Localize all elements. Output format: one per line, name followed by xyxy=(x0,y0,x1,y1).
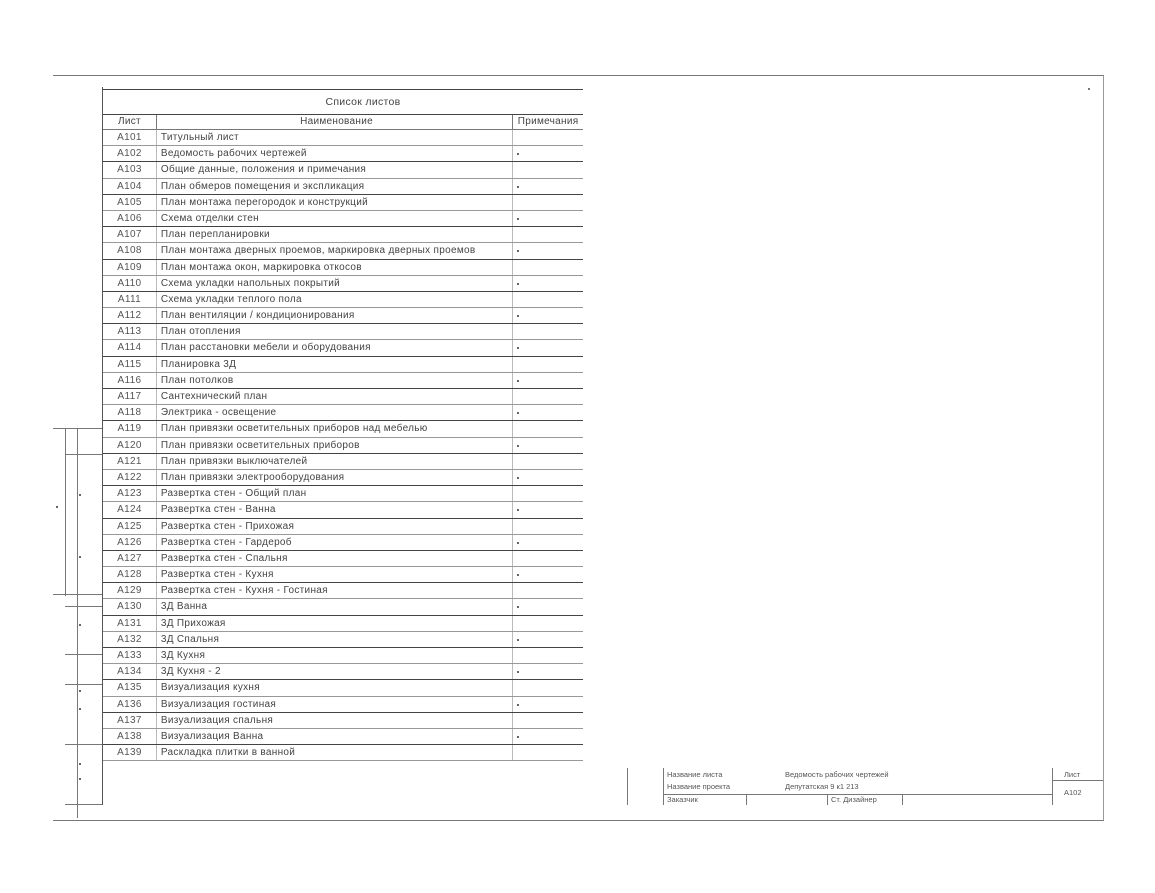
row-name: Визуализация гостиная xyxy=(156,697,512,712)
row-name: План монтажа окон, маркировка откосов xyxy=(156,260,512,275)
row-note xyxy=(512,438,583,453)
table-row xyxy=(103,211,583,227)
row-number: А118 xyxy=(117,407,142,419)
header-number: Лист xyxy=(117,116,141,127)
side-line xyxy=(65,454,102,455)
table-row xyxy=(103,421,583,437)
row-number: А128 xyxy=(117,569,142,581)
row-number: А109 xyxy=(117,261,142,273)
row-note xyxy=(512,162,583,177)
row-name: План монтажа дверных проемов, маркировка дверных проемов xyxy=(156,243,512,258)
sheet-number: А102 xyxy=(1064,788,1082,797)
header-name: Наименование xyxy=(156,115,512,129)
row-number: А108 xyxy=(117,245,142,257)
row-number: А101 xyxy=(117,132,142,143)
row-name: Электрика - освещение xyxy=(156,405,512,420)
corner-mark xyxy=(1088,88,1090,90)
table-row xyxy=(103,340,583,356)
row-note xyxy=(512,421,583,436)
row-note xyxy=(512,276,583,291)
table-row xyxy=(103,729,583,745)
side-dot xyxy=(79,556,81,558)
row-note xyxy=(512,130,583,145)
row-note xyxy=(512,713,583,728)
row-number: А127 xyxy=(117,552,142,564)
side-dot xyxy=(56,506,58,508)
row-note xyxy=(512,195,583,210)
row-note xyxy=(512,616,583,631)
sheet-list-title: Список листов xyxy=(325,96,401,108)
table-row xyxy=(103,583,583,599)
row-note xyxy=(512,454,583,469)
row-note xyxy=(512,179,583,194)
table-row xyxy=(103,227,583,243)
project-name-value: Депутатская 9 к1 213 xyxy=(785,782,859,791)
row-name: План привязки осветительных приборов над мебелью xyxy=(156,421,512,436)
row-name: 3Д Прихожая xyxy=(156,616,512,631)
row-number: А117 xyxy=(117,391,142,402)
row-note xyxy=(512,680,583,695)
row-name: План монтажа перегородок и конструкций xyxy=(156,195,512,210)
table-row xyxy=(103,292,583,308)
row-name: Схема укладки теплого пола xyxy=(156,292,512,307)
table-row xyxy=(103,616,583,632)
note-dot xyxy=(517,412,519,414)
row-number: А138 xyxy=(117,730,142,742)
table-row xyxy=(103,162,583,178)
table-row xyxy=(103,260,583,276)
row-name: Раскладка плитки в ванной xyxy=(156,745,512,760)
row-note xyxy=(512,599,583,614)
row-number: А111 xyxy=(117,293,141,305)
row-number: А137 xyxy=(117,714,142,726)
row-number: А115 xyxy=(117,358,142,370)
row-number: А135 xyxy=(117,682,142,694)
row-number: А114 xyxy=(117,342,142,354)
tb-divider xyxy=(627,768,628,805)
row-name: План привязки электрооборудования xyxy=(156,470,512,485)
row-name: План привязки осветительных приборов xyxy=(156,438,512,453)
side-line xyxy=(65,744,102,745)
row-number: А112 xyxy=(117,310,142,322)
row-number: А120 xyxy=(117,439,142,451)
table-row xyxy=(103,632,583,648)
side-line xyxy=(65,684,102,685)
row-number: А132 xyxy=(117,633,142,645)
row-name: План потолков xyxy=(156,373,512,388)
table-row xyxy=(103,357,583,373)
side-line xyxy=(65,804,102,805)
row-note xyxy=(512,697,583,712)
sheet-name-label: Название листа xyxy=(667,770,723,779)
row-note xyxy=(512,357,583,372)
table-row xyxy=(103,502,583,518)
table-row xyxy=(103,438,583,454)
row-name: План вентиляции / кондиционирования xyxy=(156,308,512,323)
row-name: 3Д Кухня - 2 xyxy=(156,664,512,679)
row-number: А126 xyxy=(117,536,142,548)
table-row xyxy=(103,486,583,502)
row-number: А105 xyxy=(117,196,142,208)
table-row xyxy=(103,713,583,729)
table-row xyxy=(103,567,583,583)
sheet-list-table xyxy=(103,89,583,761)
tb-divider xyxy=(1052,780,1103,781)
table-row xyxy=(103,697,583,713)
row-note xyxy=(512,632,583,647)
row-number: А102 xyxy=(117,148,142,160)
table-row xyxy=(103,146,583,162)
note-dot xyxy=(517,445,519,447)
row-note xyxy=(512,470,583,485)
note-dot xyxy=(517,509,519,511)
table-row xyxy=(103,535,583,551)
table-row xyxy=(103,648,583,664)
row-number: А139 xyxy=(117,747,142,759)
table-row xyxy=(103,405,583,421)
side-line xyxy=(53,594,102,595)
note-dot xyxy=(517,153,519,155)
table-row xyxy=(103,276,583,292)
row-name: Титульный лист xyxy=(156,130,512,145)
side-dot xyxy=(79,624,81,626)
note-dot xyxy=(517,250,519,252)
note-dot xyxy=(517,671,519,673)
row-number: А136 xyxy=(117,698,142,710)
row-note xyxy=(512,324,583,339)
customer-label: Заказчик xyxy=(667,795,698,804)
table-row xyxy=(103,680,583,696)
tb-divider xyxy=(663,768,664,805)
row-name: 3Д Ванна xyxy=(156,599,512,614)
row-name: Развертка стен - Спальня xyxy=(156,551,512,566)
note-dot xyxy=(517,315,519,317)
note-dot xyxy=(517,347,519,349)
tb-divider xyxy=(902,794,903,805)
row-note xyxy=(512,648,583,663)
row-name: Развертка стен - Кухня - Гостиная xyxy=(156,583,512,598)
row-note xyxy=(512,583,583,598)
sheet-list-rows xyxy=(103,130,583,761)
table-row xyxy=(103,470,583,486)
row-number: А133 xyxy=(117,650,142,661)
row-name: Развертка стен - Ванна xyxy=(156,502,512,517)
table-row xyxy=(103,551,583,567)
side-dot xyxy=(79,778,81,780)
row-note xyxy=(512,729,583,744)
table-row xyxy=(103,179,583,195)
row-note xyxy=(512,389,583,404)
row-number: А104 xyxy=(117,180,142,192)
row-note xyxy=(512,211,583,226)
row-name: Визуализация Ванна xyxy=(156,729,512,744)
row-number: А106 xyxy=(117,212,142,224)
sheet-name-value: Ведомость рабочих чертежей xyxy=(785,770,889,779)
note-dot xyxy=(517,186,519,188)
table-row xyxy=(103,745,583,761)
tb-divider xyxy=(746,794,747,805)
title-block xyxy=(627,768,1103,805)
table-row xyxy=(103,130,583,146)
tb-divider xyxy=(827,794,828,805)
row-number: А121 xyxy=(117,455,142,467)
tb-divider xyxy=(1052,768,1053,805)
row-note xyxy=(512,664,583,679)
row-note xyxy=(512,340,583,355)
note-dot xyxy=(517,380,519,382)
table-row xyxy=(103,324,583,340)
side-line xyxy=(65,606,102,607)
designer-label: Ст. Дизайнер xyxy=(831,795,877,804)
row-number: А134 xyxy=(117,666,142,678)
note-dot xyxy=(517,218,519,220)
sheet-list-header xyxy=(103,114,583,130)
row-note xyxy=(512,405,583,420)
row-number: А123 xyxy=(117,488,142,500)
row-note xyxy=(512,292,583,307)
row-number: А124 xyxy=(117,504,142,516)
table-row xyxy=(103,389,583,405)
table-row xyxy=(103,308,583,324)
row-name: План отопления xyxy=(156,324,512,339)
row-name: План расстановки мебели и оборудования xyxy=(156,340,512,355)
row-name: План привязки выключателей xyxy=(156,454,512,469)
row-name: Визуализация кухня xyxy=(156,680,512,695)
row-name: План обмеров помещения и экспликация xyxy=(156,179,512,194)
row-note xyxy=(512,567,583,582)
row-number: А129 xyxy=(117,585,142,597)
row-note xyxy=(512,373,583,388)
row-number: А125 xyxy=(117,520,142,532)
note-dot xyxy=(517,574,519,576)
row-note xyxy=(512,502,583,517)
row-name: 3Д Кухня xyxy=(156,648,512,663)
row-note xyxy=(512,243,583,258)
row-note xyxy=(512,146,583,161)
row-note xyxy=(512,551,583,566)
note-dot xyxy=(517,704,519,706)
row-name: Схема укладки напольных покрытий xyxy=(156,276,512,291)
table-row xyxy=(103,664,583,680)
table-row xyxy=(103,599,583,615)
header-note: Примечания xyxy=(512,115,583,129)
row-number: А110 xyxy=(117,277,142,289)
table-row xyxy=(103,519,583,535)
row-name: Планировка 3Д xyxy=(156,357,512,372)
row-note xyxy=(512,535,583,550)
row-name: Общие данные, положения и примечания xyxy=(156,162,512,177)
project-name-label: Название проекта xyxy=(667,782,731,791)
side-dot xyxy=(79,708,81,710)
row-name: Визуализация спальня xyxy=(156,713,512,728)
row-name: Сантехнический план xyxy=(156,389,512,404)
row-number: А119 xyxy=(117,423,142,435)
row-name: Ведомость рабочих чертежей xyxy=(156,146,512,161)
side-line xyxy=(77,428,78,818)
row-number: А103 xyxy=(117,164,142,176)
row-name: Схема отделки стен xyxy=(156,211,512,226)
note-dot xyxy=(517,736,519,738)
row-number: А130 xyxy=(117,601,142,613)
table-row xyxy=(103,195,583,211)
row-number: А116 xyxy=(117,374,142,386)
row-number: А113 xyxy=(117,326,142,338)
note-dot xyxy=(517,542,519,544)
note-dot xyxy=(517,283,519,285)
row-name: 3Д Спальня xyxy=(156,632,512,647)
side-dot xyxy=(79,494,81,496)
side-line xyxy=(65,654,102,655)
table-row xyxy=(103,454,583,470)
row-number: А107 xyxy=(117,229,142,241)
row-note xyxy=(512,308,583,323)
row-name: Развертка стен - Прихожая xyxy=(156,519,512,534)
row-name: Развертка стен - Общий план xyxy=(156,486,512,501)
note-dot xyxy=(517,606,519,608)
sheet-label: Лист xyxy=(1064,770,1081,779)
row-number: А131 xyxy=(117,617,142,629)
row-note xyxy=(512,519,583,534)
side-dot xyxy=(79,690,81,692)
row-note xyxy=(512,745,583,760)
row-name: Развертка стен - Гардероб xyxy=(156,535,512,550)
row-number: А122 xyxy=(117,471,142,483)
row-note xyxy=(512,260,583,275)
table-row xyxy=(103,373,583,389)
row-note xyxy=(512,227,583,242)
table-row xyxy=(103,243,583,259)
side-dot xyxy=(79,763,81,765)
note-dot xyxy=(517,639,519,641)
row-name: План перепланировки xyxy=(156,227,512,242)
side-stamp xyxy=(53,428,102,818)
row-note xyxy=(512,486,583,501)
note-dot xyxy=(517,477,519,479)
row-name: Развертка стен - Кухня xyxy=(156,567,512,582)
